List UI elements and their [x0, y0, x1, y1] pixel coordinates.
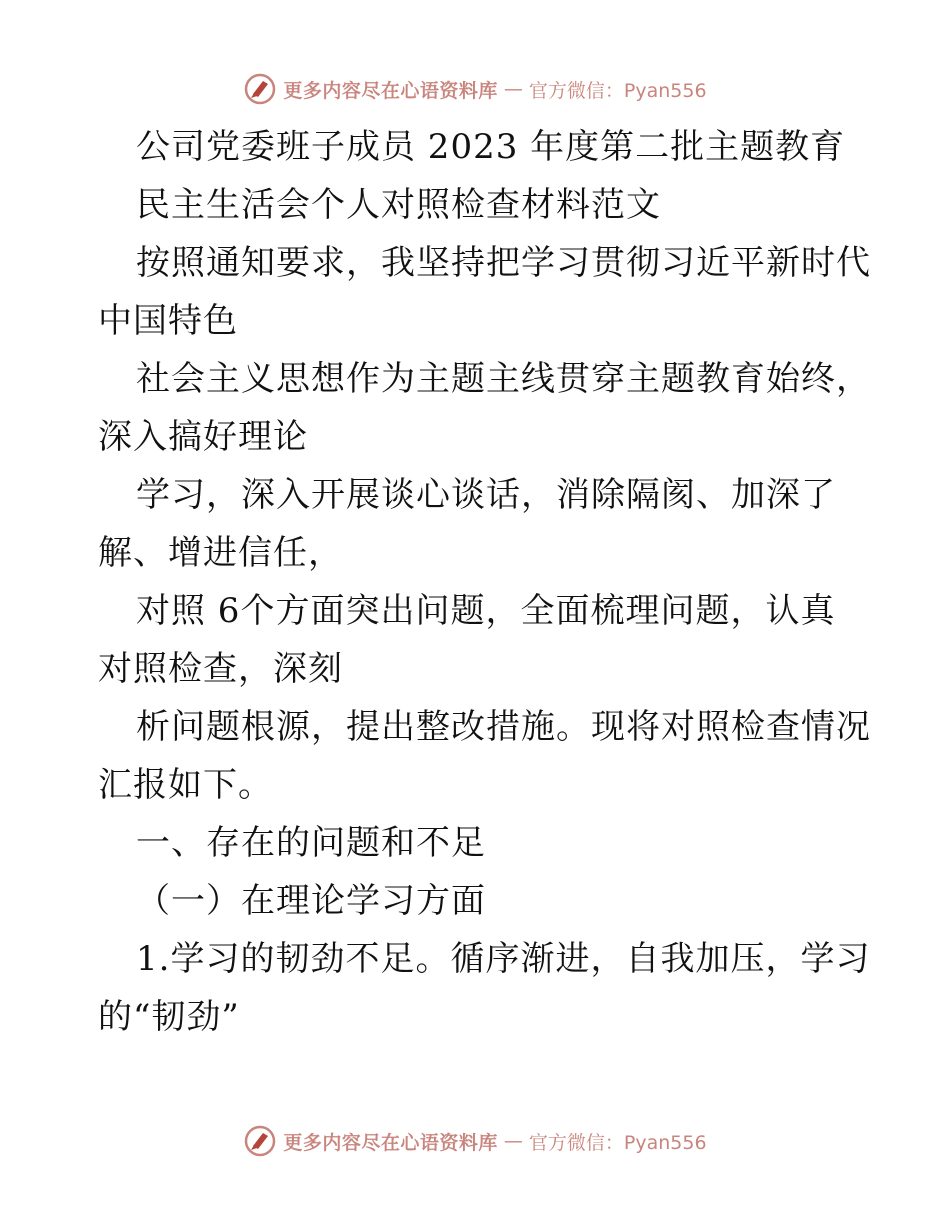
header-watermark [0, 72, 950, 106]
doc-line: 解、增进信任， [98, 533, 343, 573]
doc-line: 按照通知要求，我坚持把学习贯彻习近平新时代 [136, 243, 871, 283]
watermark-sub-text: 官方微信：Pyan556 [528, 79, 707, 102]
doc-line: 公司党委班子成员 2023 年度第二批主题教育 [136, 127, 846, 167]
doc-line: 学习，深入开展谈心谈话，消除隔阂、加深了 [136, 475, 836, 515]
doc-line: 对照检查，深刻 [98, 649, 343, 689]
doc-line: 深入搞好理论 [98, 417, 308, 457]
watermark-dash: — [503, 1130, 523, 1152]
doc-line: 析问题根源，提出整改措施。现将对照检查情况 [136, 707, 871, 747]
doc-line: 对照 6个方面突出问题，全面梳理问题，认真 [136, 591, 836, 631]
watermark-sub-text: 官方微信：Pyan556 [528, 1131, 707, 1154]
doc-line: 的“韧劲” [98, 997, 240, 1037]
doc-line: （一）在理论学习方面 [136, 881, 486, 921]
document-body [98, 118, 871, 1046]
footer-watermark [0, 1124, 950, 1158]
doc-line: 中国特色 [98, 301, 238, 341]
doc-line: 民主生活会个人对照检查材料范文 [136, 185, 661, 225]
watermark-main-text: 更多内容尽在心语资料库 [283, 79, 498, 102]
brand-logo-icon [243, 1124, 277, 1158]
doc-line: 社会主义思想作为主题主线贯穿主题教育始终， [136, 359, 871, 399]
watermark-dash: — [503, 78, 523, 100]
doc-line: 汇报如下。 [98, 765, 273, 805]
doc-line: 1.学习的韧劲不足。循序渐进，自我加压，学习 [136, 939, 871, 979]
watermark-main-text: 更多内容尽在心语资料库 [283, 1131, 498, 1154]
brand-logo-icon [243, 72, 277, 106]
doc-line: 一、存在的问题和不足 [136, 823, 486, 863]
